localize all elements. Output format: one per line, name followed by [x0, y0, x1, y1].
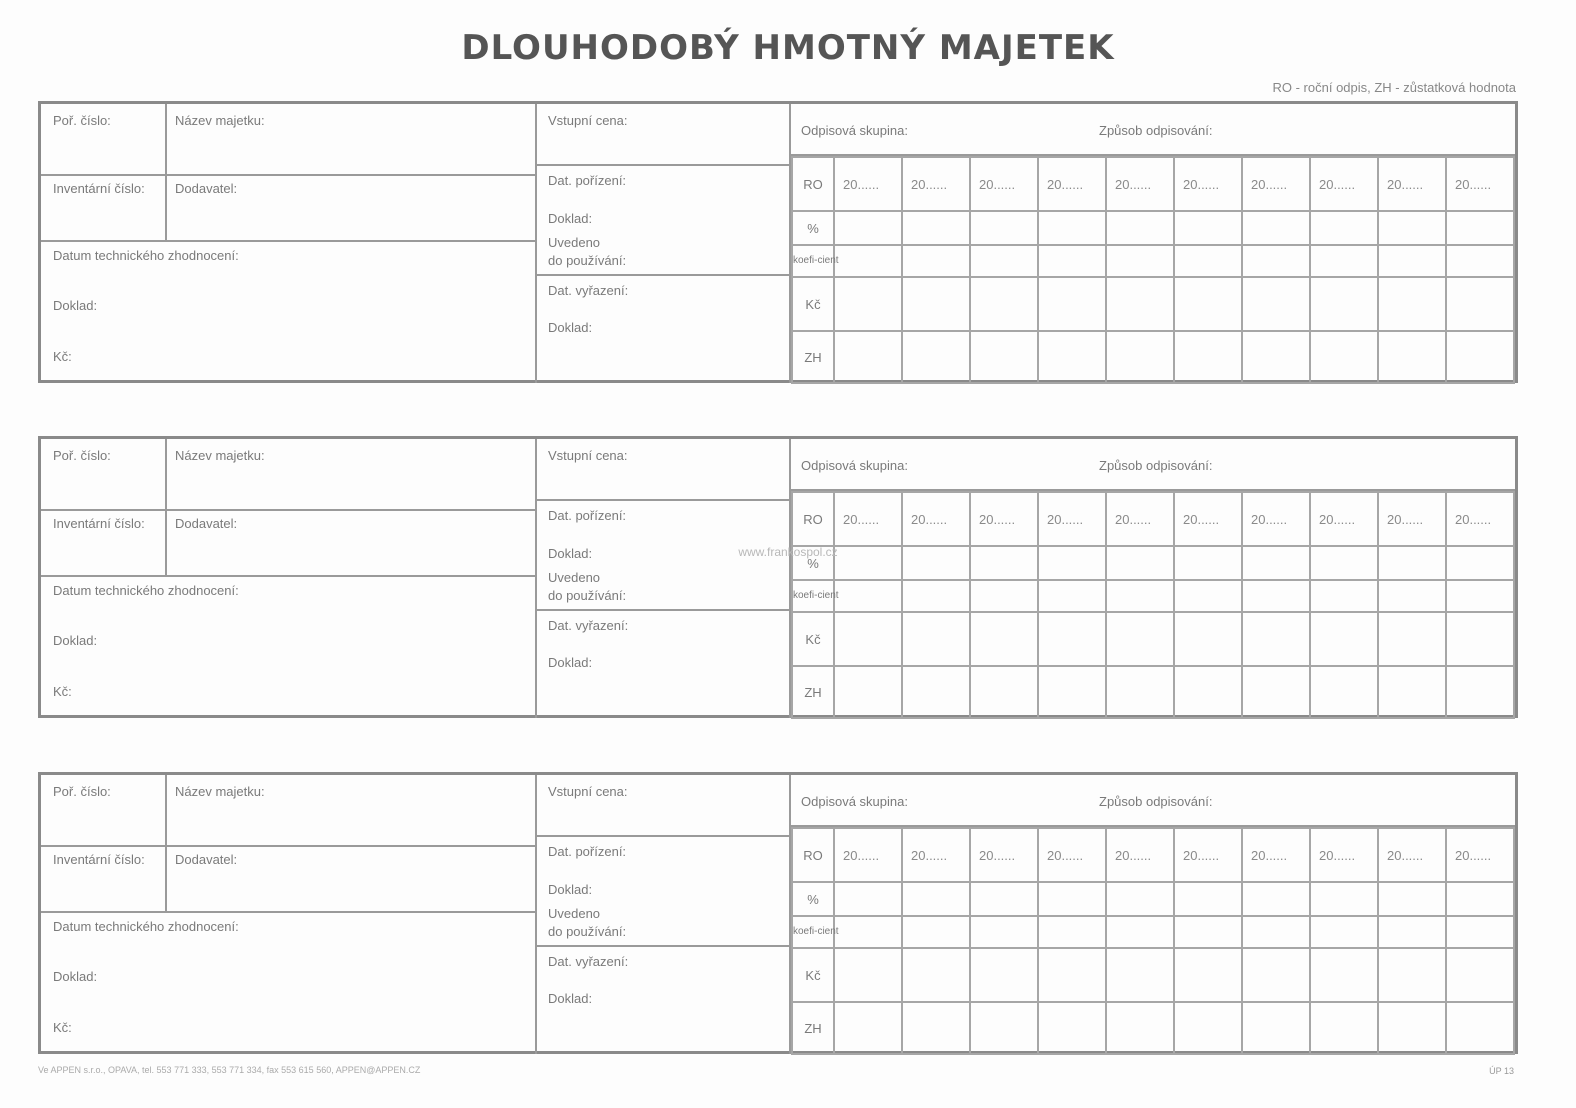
value-cell	[834, 331, 902, 383]
value-cell	[1174, 666, 1242, 718]
value-cell	[1038, 277, 1106, 331]
value-cell	[1038, 1002, 1106, 1054]
year-cell: 20......	[1378, 828, 1446, 882]
value-cell	[1310, 245, 1378, 277]
year-cell: 20......	[834, 157, 902, 211]
value-cell	[1310, 1002, 1378, 1054]
value-cell	[834, 948, 902, 1002]
value-cell	[1174, 882, 1242, 916]
row-header: koefi-cient	[792, 580, 834, 612]
row-header: %	[792, 546, 834, 580]
value-cell	[1378, 666, 1446, 718]
value-cell	[1038, 948, 1106, 1002]
year-cell: 20......	[970, 492, 1038, 546]
value-cell	[1242, 882, 1310, 916]
value-cell	[1310, 666, 1378, 718]
value-cell	[970, 580, 1038, 612]
kc-label: Kč:	[53, 1020, 72, 1035]
value-cell	[1106, 666, 1174, 718]
value-cell	[1106, 245, 1174, 277]
depreciation-grid	[791, 154, 1515, 380]
row-header: ZH	[792, 1002, 834, 1054]
year-cell: 20......	[1310, 492, 1378, 546]
value-cell	[1378, 948, 1446, 1002]
value-cell	[834, 882, 902, 916]
value-cell	[1446, 331, 1514, 383]
value-cell	[1242, 211, 1310, 245]
value-cell	[1310, 612, 1378, 666]
year-cell: 20......	[1038, 492, 1106, 546]
year-cell: 20......	[970, 157, 1038, 211]
row-header: koefi-cient	[792, 916, 834, 948]
year-cell: 20......	[1378, 157, 1446, 211]
dat-porizeni-label: Dat. pořízení:	[548, 508, 627, 523]
value-cell	[1174, 277, 1242, 331]
page-title: DLOUHODOBÝ HMOTNÝ MAJETEK	[461, 28, 1115, 68]
nazev-majetku-label: Název majetku:	[175, 784, 265, 799]
por-cislo-label: Poř. číslo:	[53, 448, 111, 463]
value-cell	[834, 580, 902, 612]
por-cislo-label: Poř. číslo:	[53, 784, 111, 799]
value-cell	[834, 211, 902, 245]
dodavatel-label: Dodavatel:	[175, 516, 238, 531]
odpisova-skupina-label: Odpisová skupina:	[801, 458, 908, 473]
value-cell	[970, 916, 1038, 948]
value-cell	[1242, 580, 1310, 612]
value-cell	[902, 882, 970, 916]
value-cell	[902, 211, 970, 245]
value-cell	[1038, 666, 1106, 718]
year-cell: 20......	[1242, 828, 1310, 882]
watermark-text: www.frankospol.cz	[738, 545, 838, 559]
value-cell	[1378, 245, 1446, 277]
value-cell	[970, 331, 1038, 383]
value-cell	[1446, 245, 1514, 277]
row-header: Kč	[792, 612, 834, 666]
value-cell	[1242, 1002, 1310, 1054]
value-cell	[1378, 277, 1446, 331]
kc-label: Kč:	[53, 684, 72, 699]
row-header: RO	[792, 157, 834, 211]
datum-tz-label: Datum technického zhodnocení:	[53, 919, 239, 934]
value-cell	[1106, 211, 1174, 245]
value-cell	[1310, 331, 1378, 383]
year-cell: 20......	[1446, 157, 1514, 211]
value-cell	[970, 1002, 1038, 1054]
year-cell: 20......	[1446, 492, 1514, 546]
value-cell	[1174, 331, 1242, 383]
zpusob-odpisovani-label: Způsob odpisování:	[1099, 123, 1213, 138]
value-cell	[1174, 211, 1242, 245]
value-cell	[1310, 277, 1378, 331]
year-cell: 20......	[834, 492, 902, 546]
vstupni-cena-label: Vstupní cena:	[548, 784, 628, 799]
value-cell	[1378, 331, 1446, 383]
year-cell: 20......	[902, 828, 970, 882]
dat-vyrazeni-label: Dat. vyřazení:	[548, 283, 629, 298]
value-cell	[1242, 666, 1310, 718]
value-cell	[1038, 580, 1106, 612]
depreciation-grid	[791, 825, 1515, 1051]
nazev-majetku-label: Název majetku:	[175, 113, 265, 128]
nazev-majetku-label: Název majetku:	[175, 448, 265, 463]
value-cell	[834, 612, 902, 666]
value-cell	[902, 331, 970, 383]
value-cell	[1174, 916, 1242, 948]
doklad-label: Doklad:	[53, 633, 98, 648]
value-cell	[1446, 666, 1514, 718]
datum-tz-label: Datum technického zhodnocení:	[53, 248, 239, 263]
value-cell	[834, 916, 902, 948]
por-cislo-label: Poř. číslo:	[53, 113, 111, 128]
value-cell	[1446, 1002, 1514, 1054]
dodavatel-label: Dodavatel:	[175, 181, 238, 196]
doklad-label: Doklad:	[548, 546, 593, 561]
dodavatel-label: Dodavatel:	[175, 852, 238, 867]
inventarni-cislo-label: Inventární číslo:	[53, 181, 145, 196]
odpisova-skupina-label: Odpisová skupina:	[801, 123, 908, 138]
footer-form-code: ÚP 13	[1489, 1066, 1514, 1076]
value-cell	[970, 882, 1038, 916]
value-cell	[902, 580, 970, 612]
value-cell	[1038, 245, 1106, 277]
vstupni-cena-label: Vstupní cena:	[548, 448, 628, 463]
datum-tz-label: Datum technického zhodnocení:	[53, 583, 239, 598]
year-cell: 20......	[1310, 157, 1378, 211]
value-cell	[1174, 1002, 1242, 1054]
row-header: %	[792, 211, 834, 245]
value-cell	[1106, 1002, 1174, 1054]
year-cell: 20......	[834, 828, 902, 882]
value-cell	[1038, 211, 1106, 245]
doklad-label: Doklad:	[53, 298, 98, 313]
row-header: ZH	[792, 331, 834, 383]
value-cell	[1174, 245, 1242, 277]
dat-porizeni-label: Dat. pořízení:	[548, 844, 627, 859]
value-cell	[1310, 580, 1378, 612]
value-cell	[1106, 948, 1174, 1002]
row-header: Kč	[792, 277, 834, 331]
doklad-label: Doklad:	[548, 655, 593, 670]
value-cell	[902, 666, 970, 718]
zpusob-odpisovani-label: Způsob odpisování:	[1099, 794, 1213, 809]
year-cell: 20......	[1174, 828, 1242, 882]
value-cell	[902, 277, 970, 331]
row-header: Kč	[792, 948, 834, 1002]
value-cell	[1378, 882, 1446, 916]
value-cell	[970, 666, 1038, 718]
value-cell	[1106, 331, 1174, 383]
year-cell: 20......	[1106, 828, 1174, 882]
value-cell	[970, 277, 1038, 331]
value-cell	[1446, 916, 1514, 948]
value-cell	[970, 245, 1038, 277]
row-header: ZH	[792, 666, 834, 718]
uvedeno-label: Uvedeno	[548, 906, 601, 921]
asset-card	[38, 101, 1518, 383]
doklad-label: Doklad:	[548, 320, 593, 335]
doklad-label: Doklad:	[548, 991, 593, 1006]
legend-note: RO - roční odpis, ZH - zůstatková hodnota	[1272, 80, 1516, 95]
value-cell	[834, 277, 902, 331]
do-pouzivani-label: do používání:	[548, 588, 627, 603]
value-cell	[1106, 916, 1174, 948]
year-cell: 20......	[902, 492, 970, 546]
value-cell	[902, 916, 970, 948]
value-cell	[1378, 612, 1446, 666]
row-header: %	[792, 882, 834, 916]
value-cell	[1038, 916, 1106, 948]
value-cell	[1242, 916, 1310, 948]
value-cell	[834, 666, 902, 718]
footer-publisher: Ve APPEN s.r.o., OPAVA, tel. 553 771 333, 553 771 334, fax 553 615 560, APPEN@APPEN.CZ	[38, 1065, 421, 1075]
value-cell	[902, 948, 970, 1002]
uvedeno-label: Uvedeno	[548, 235, 601, 250]
dat-porizeni-label: Dat. pořízení:	[548, 173, 627, 188]
value-cell	[834, 245, 902, 277]
doklad-label: Doklad:	[548, 211, 593, 226]
value-cell	[1378, 580, 1446, 612]
value-cell	[1378, 916, 1446, 948]
value-cell	[1310, 948, 1378, 1002]
year-cell: 20......	[902, 157, 970, 211]
do-pouzivani-label: do používání:	[548, 253, 627, 268]
value-cell	[1446, 882, 1514, 916]
year-cell: 20......	[1106, 492, 1174, 546]
value-cell	[1174, 580, 1242, 612]
row-header: RO	[792, 828, 834, 882]
value-cell	[1242, 948, 1310, 1002]
zpusob-odpisovani-label: Způsob odpisování:	[1099, 458, 1213, 473]
value-cell	[902, 245, 970, 277]
do-pouzivani-label: do používání:	[548, 924, 627, 939]
year-cell: 20......	[1242, 157, 1310, 211]
year-cell: 20......	[970, 828, 1038, 882]
doklad-label: Doklad:	[548, 882, 593, 897]
inventarni-cislo-label: Inventární číslo:	[53, 516, 145, 531]
row-header: koefi-cient	[792, 245, 834, 277]
inventarni-cislo-label: Inventární číslo:	[53, 852, 145, 867]
value-cell	[1310, 211, 1378, 245]
year-cell: 20......	[1174, 157, 1242, 211]
value-cell	[1106, 580, 1174, 612]
value-cell	[1242, 331, 1310, 383]
dat-vyrazeni-label: Dat. vyřazení:	[548, 618, 629, 633]
vstupni-cena-label: Vstupní cena:	[548, 113, 628, 128]
value-cell	[1446, 277, 1514, 331]
value-cell	[1446, 580, 1514, 612]
value-cell	[1174, 948, 1242, 1002]
row-header: RO	[792, 492, 834, 546]
year-cell: 20......	[1378, 492, 1446, 546]
value-cell	[970, 211, 1038, 245]
asset-card	[38, 436, 1518, 718]
value-cell	[1174, 612, 1242, 666]
value-cell	[1310, 882, 1378, 916]
doklad-label: Doklad:	[53, 969, 98, 984]
value-cell	[1106, 612, 1174, 666]
value-cell	[1038, 612, 1106, 666]
value-cell	[1378, 1002, 1446, 1054]
value-cell	[834, 1002, 902, 1054]
value-cell	[902, 1002, 970, 1054]
year-cell: 20......	[1106, 157, 1174, 211]
uvedeno-label: Uvedeno	[548, 570, 601, 585]
year-cell: 20......	[1310, 828, 1378, 882]
value-cell	[1242, 245, 1310, 277]
value-cell	[1242, 277, 1310, 331]
odpisova-skupina-label: Odpisová skupina:	[801, 794, 908, 809]
year-cell: 20......	[1038, 828, 1106, 882]
value-cell	[1446, 211, 1514, 245]
value-cell	[902, 612, 970, 666]
value-cell	[970, 612, 1038, 666]
value-cell	[1242, 612, 1310, 666]
value-cell	[1446, 948, 1514, 1002]
depreciation-grid	[791, 489, 1515, 715]
year-cell: 20......	[1174, 492, 1242, 546]
value-cell	[1038, 882, 1106, 916]
value-cell	[1106, 277, 1174, 331]
kc-label: Kč:	[53, 349, 72, 364]
asset-card	[38, 772, 1518, 1054]
year-cell: 20......	[1446, 828, 1514, 882]
value-cell	[1446, 612, 1514, 666]
year-cell: 20......	[1038, 157, 1106, 211]
value-cell	[970, 948, 1038, 1002]
value-cell	[1378, 211, 1446, 245]
value-cell	[1106, 882, 1174, 916]
dat-vyrazeni-label: Dat. vyřazení:	[548, 954, 629, 969]
year-cell: 20......	[1242, 492, 1310, 546]
value-cell	[1038, 331, 1106, 383]
value-cell	[1310, 916, 1378, 948]
